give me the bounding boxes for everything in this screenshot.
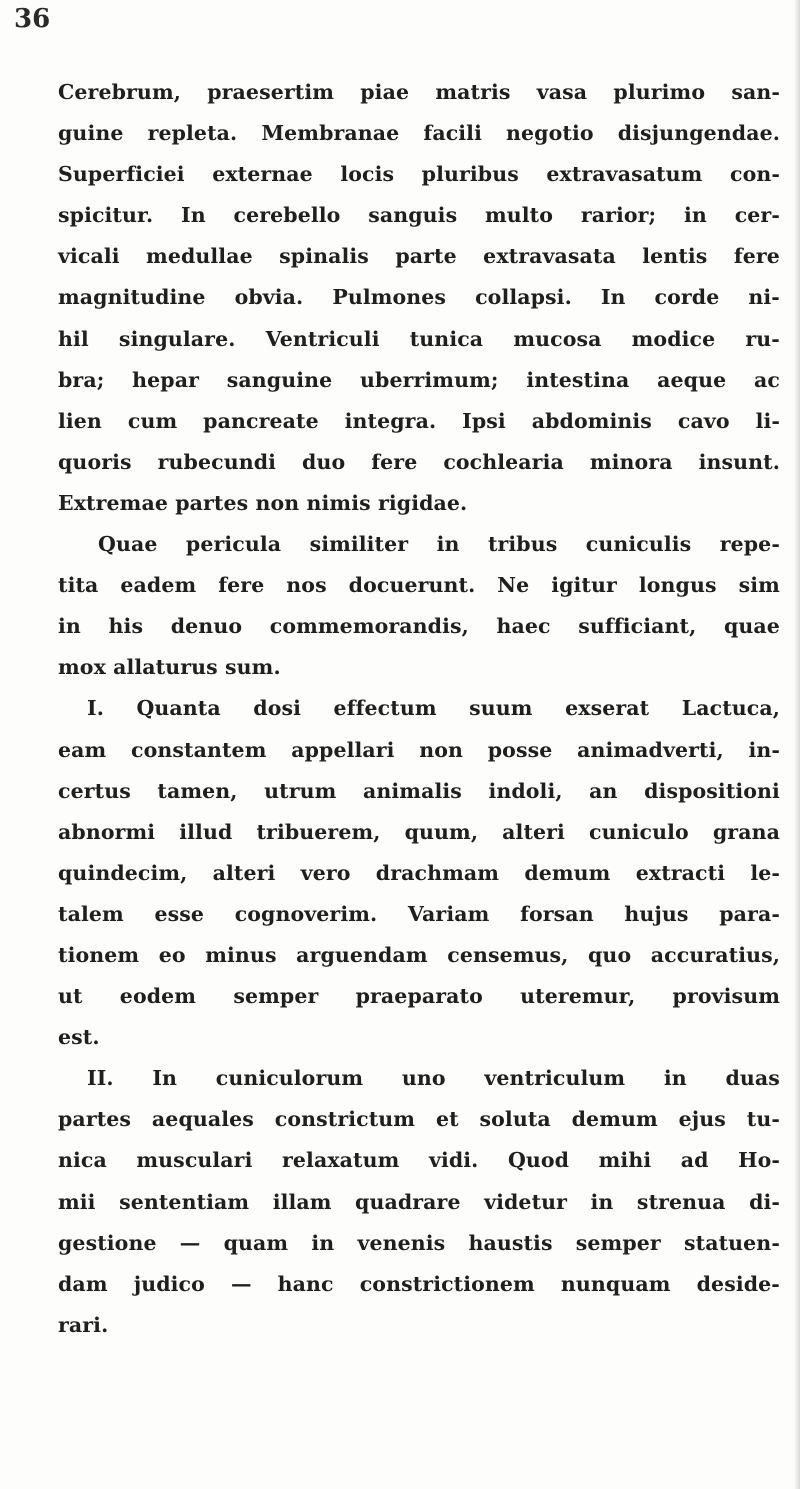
text-line: [58, 565, 780, 606]
word: constrictionem: [359, 1271, 535, 1296]
word: nos: [286, 573, 327, 598]
text-line: [58, 1140, 780, 1181]
word: cuniculis: [585, 532, 692, 557]
text-line-last: mox allaturus sum.: [58, 655, 281, 680]
word: et: [435, 1107, 459, 1132]
word: negotio: [506, 121, 594, 146]
word: In: [600, 285, 626, 310]
word: integra.: [344, 408, 437, 433]
word: in: [663, 1066, 687, 1091]
word: ru-: [745, 326, 780, 351]
word: constrictum: [274, 1107, 416, 1132]
word: tamen,: [157, 778, 238, 803]
word: cuniculo: [589, 819, 689, 844]
word: arguendam: [296, 942, 428, 967]
word: locis: [340, 162, 395, 187]
word: his: [108, 614, 144, 639]
word: spinalis: [279, 244, 369, 269]
word: uno: [401, 1066, 446, 1091]
word: sanguis: [368, 203, 458, 228]
word: sufficiant,: [578, 614, 697, 639]
text-line: [58, 730, 780, 771]
word: pancreate: [203, 408, 319, 433]
word: quam: [223, 1230, 289, 1255]
word: vasa: [536, 80, 588, 104]
word: videtur: [484, 1189, 568, 1214]
text-line: [58, 935, 780, 976]
word: quadrare: [355, 1189, 461, 1214]
word: esse: [154, 901, 205, 926]
word: relaxatum: [282, 1148, 400, 1173]
word: Quanta: [136, 696, 221, 721]
word: Superficiei: [58, 162, 185, 187]
word: cochlearia: [443, 449, 564, 474]
word: Membranae: [261, 121, 400, 146]
word: dam: [58, 1271, 108, 1296]
word: tunica: [409, 326, 484, 351]
word: nica: [58, 1148, 107, 1173]
word: praesertim: [207, 80, 335, 104]
word: forsan: [520, 901, 594, 926]
word: guine: [58, 121, 124, 146]
text-line: [58, 113, 780, 154]
word: aeque: [657, 367, 727, 392]
word: in: [590, 1189, 614, 1214]
word: collapsi.: [475, 285, 572, 310]
text-line: [58, 72, 780, 113]
word: duas: [725, 1066, 780, 1091]
word: tionem: [58, 942, 140, 967]
word: ventriculum: [484, 1066, 626, 1091]
word: sim: [738, 573, 780, 598]
word: ad: [680, 1148, 709, 1173]
word: In: [152, 1066, 178, 1091]
word: animadverti,: [577, 737, 724, 762]
word: certus: [58, 778, 131, 803]
word: hujus: [624, 901, 689, 926]
word: cuniculorum: [215, 1066, 364, 1091]
word: disjungendae.: [617, 121, 780, 146]
word: externae: [212, 162, 313, 187]
word: quae: [723, 614, 780, 639]
word: cer-: [734, 203, 780, 228]
paragraph-start-line: [58, 1058, 780, 1099]
word: Variam: [407, 901, 490, 926]
word: alteri: [502, 819, 565, 844]
word: Cerebrum,: [58, 80, 181, 104]
word: dispositioni: [644, 778, 780, 803]
text-line-last: rari.: [58, 1312, 109, 1337]
word: indoli,: [488, 778, 563, 803]
word: in: [684, 203, 707, 228]
word: corde: [654, 285, 720, 310]
word: repe-: [719, 532, 780, 557]
word: tribuerem,: [256, 819, 381, 844]
word: modice: [631, 326, 716, 351]
word: statuen-: [684, 1230, 780, 1255]
word: ejus: [678, 1107, 726, 1132]
word: insunt.: [698, 449, 780, 474]
word: tribus: [487, 532, 558, 557]
body-text: [58, 72, 780, 1346]
word: igitur: [551, 573, 617, 598]
word: talem: [58, 901, 124, 926]
word: Ne: [497, 573, 530, 598]
word: aequales: [151, 1107, 254, 1132]
word: cum: [127, 408, 178, 433]
page-edge-shadow: [794, 0, 800, 1489]
word: in: [58, 614, 81, 639]
word: vicali: [58, 244, 120, 269]
word: provisum: [672, 984, 780, 1009]
word: cavo: [677, 408, 730, 433]
text-line: [58, 771, 780, 812]
word: spicitur.: [58, 203, 154, 228]
word: appellari: [291, 737, 395, 762]
word: uberrimum;: [360, 367, 499, 392]
word: eo: [158, 942, 186, 967]
word: facili: [423, 121, 482, 146]
word: In: [181, 203, 206, 228]
word: lentis: [642, 244, 708, 269]
word: Quae: [98, 532, 158, 557]
page-number: 36: [14, 4, 51, 34]
text-line: [58, 236, 780, 277]
word: quum,: [404, 819, 479, 844]
text-line: [58, 894, 780, 935]
word: lien: [58, 408, 102, 433]
word: constantem: [131, 737, 267, 762]
word: strenua: [636, 1189, 726, 1214]
word: minora: [589, 449, 673, 474]
word: obvia.: [234, 285, 304, 310]
word: soluta: [479, 1107, 551, 1132]
word: ac: [754, 367, 780, 392]
word: piae: [360, 80, 410, 104]
word: denuo: [170, 614, 243, 639]
text-line: [58, 401, 780, 442]
word: cognoverim.: [234, 901, 378, 926]
text-line: [58, 195, 780, 236]
word: mii: [58, 1189, 96, 1214]
word: —: [230, 1271, 252, 1296]
word: tu-: [746, 1107, 780, 1132]
word: II.: [87, 1066, 114, 1091]
word: exserat: [565, 696, 650, 721]
word: fere: [733, 244, 780, 269]
word: Ventriculi: [265, 326, 380, 351]
word: utrum: [264, 778, 337, 803]
word: le-: [750, 860, 780, 885]
word: bra;: [58, 367, 105, 392]
paragraph-start-line: [58, 524, 780, 565]
word: I.: [87, 696, 104, 721]
word: Quod: [507, 1148, 570, 1173]
word: eodem: [119, 984, 197, 1009]
paragraph-start-line: [58, 688, 780, 729]
word: singulare.: [118, 326, 236, 351]
word: musculari: [136, 1148, 253, 1173]
word: posse: [487, 737, 553, 762]
word: li-: [755, 408, 780, 433]
word: censemus,: [447, 942, 569, 967]
word: mucosa: [513, 326, 602, 351]
word: an: [589, 778, 618, 803]
text-line: [58, 360, 780, 401]
word: extracti: [635, 860, 726, 885]
word: intestina: [526, 367, 630, 392]
text-line: [58, 442, 780, 483]
word: pluribus: [421, 162, 519, 187]
text-line: [58, 1099, 780, 1140]
word: tita: [58, 573, 99, 598]
word: venenis: [357, 1230, 446, 1255]
word: hanc: [277, 1271, 334, 1296]
word: fere: [218, 573, 265, 598]
word: —: [179, 1230, 201, 1255]
word: magnitudine: [58, 285, 206, 310]
word: quindecim,: [58, 860, 188, 885]
word: non: [419, 737, 464, 762]
word: hepar: [132, 367, 200, 392]
word: illud: [179, 819, 233, 844]
word: ni-: [748, 285, 780, 310]
word: drachmam: [375, 860, 500, 885]
word: rubecundi: [157, 449, 277, 474]
word: judico: [133, 1271, 205, 1296]
word: eam: [58, 737, 107, 762]
word: alteri: [212, 860, 276, 885]
text-line: [58, 154, 780, 195]
word: vidi.: [428, 1148, 479, 1173]
word: haustis: [468, 1230, 553, 1255]
word: in-: [748, 737, 780, 762]
word: partes: [58, 1107, 132, 1132]
text-line-last: Extremae partes non nimis rigidae.: [58, 490, 468, 515]
word: fere: [371, 449, 418, 474]
word: semper: [233, 984, 319, 1009]
word: gestione: [58, 1230, 157, 1255]
word: accuratius,: [650, 942, 780, 967]
word: cerebello: [233, 203, 341, 228]
word: matris: [435, 80, 511, 104]
word: rarior;: [580, 203, 657, 228]
word: plurimo: [613, 80, 706, 104]
word: longus: [638, 573, 717, 598]
text-line: [58, 277, 780, 318]
word: repleta.: [147, 121, 238, 146]
word: similiter: [309, 532, 409, 557]
text-line: [58, 976, 780, 1017]
text-line: [58, 319, 780, 360]
word: eadem: [120, 573, 197, 598]
word: illam: [272, 1189, 332, 1214]
word: demum: [571, 1107, 658, 1132]
text-line: [58, 812, 780, 853]
word: haec: [496, 614, 551, 639]
word: hil: [58, 326, 89, 351]
word: mihi: [598, 1148, 652, 1173]
word: Pulmones: [332, 285, 447, 310]
word: deside-: [696, 1271, 780, 1296]
text-line: [58, 606, 780, 647]
text-line: [58, 1182, 780, 1223]
word: Ipsi: [462, 408, 506, 433]
word: grana: [712, 819, 780, 844]
word: extravasata: [483, 244, 616, 269]
word: abnormi: [58, 819, 156, 844]
text-line-last: est.: [58, 1025, 100, 1050]
word: pericula: [185, 532, 282, 557]
word: abdominis: [531, 408, 652, 433]
word: in: [311, 1230, 335, 1255]
word: parte: [395, 244, 457, 269]
text-line: [58, 1264, 780, 1305]
word: di-: [749, 1189, 780, 1214]
word: san-: [731, 80, 780, 104]
word: Lactuca,: [681, 696, 780, 721]
word: vero: [300, 860, 351, 885]
word: quoris: [58, 449, 132, 474]
word: demum: [524, 860, 611, 885]
word: semper: [575, 1230, 661, 1255]
word: duo: [302, 449, 346, 474]
word: con-: [729, 162, 780, 187]
word: minus: [205, 942, 277, 967]
word: medullae: [146, 244, 253, 269]
word: sententiam: [119, 1189, 250, 1214]
text-line: [58, 1223, 780, 1264]
word: praeparato: [355, 984, 483, 1009]
word: in: [436, 532, 460, 557]
word: commemorandis,: [269, 614, 469, 639]
word: dosi: [253, 696, 302, 721]
word: Ho-: [738, 1148, 780, 1173]
text-line: [58, 853, 780, 894]
word: sanguine: [226, 367, 333, 392]
word: para-: [719, 901, 780, 926]
word: quo: [588, 942, 632, 967]
word: animalis: [363, 778, 462, 803]
word: effectum: [333, 696, 437, 721]
word: extravasatum: [546, 162, 703, 187]
word: ut: [58, 984, 83, 1009]
word: docuerunt.: [348, 573, 476, 598]
word: uteremur,: [520, 984, 636, 1009]
word: multo: [485, 203, 554, 228]
word: nunquam: [560, 1271, 671, 1296]
word: suum: [469, 696, 533, 721]
